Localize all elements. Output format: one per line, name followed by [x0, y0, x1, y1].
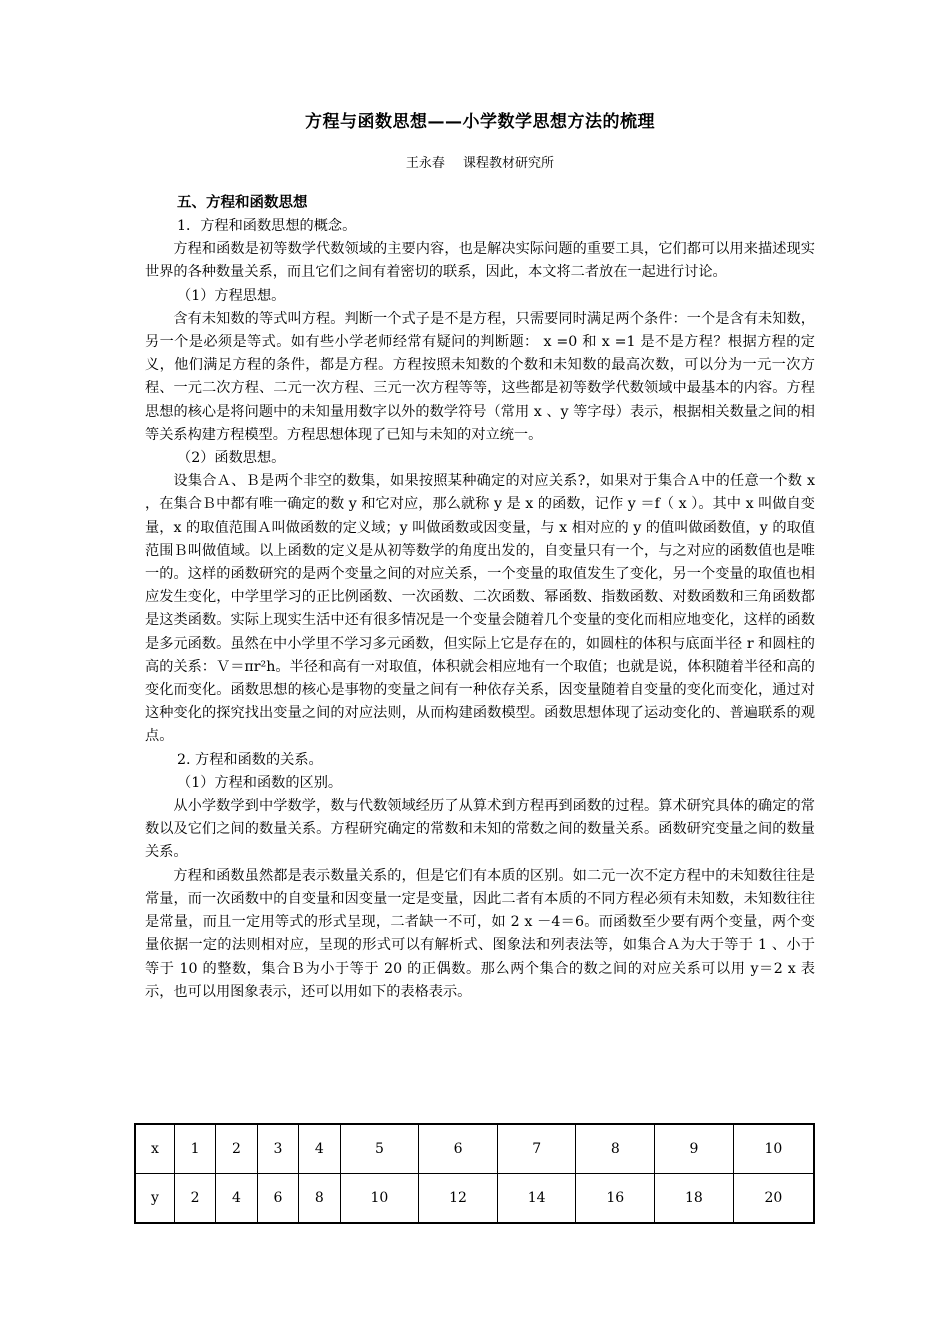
table-cell: 8 [576, 1124, 655, 1174]
table-cell: 10 [340, 1174, 419, 1224]
paragraph-function: 设集合Ａ、Ｂ是两个非空的数集，如果按照某种确定的对应关系?，如果对于集合Ａ中的任意一个数 x ，在集合Ｂ中都有唯一确定的数 y 和它对应，那么就称 y 是 x 的函数，记作 y ＝f（ x ）。其中 x 叫做自变量，x 的取值范围Ａ叫做函数的定义域；y 叫做函数或因变量，与 x 相对应的 y 的值叫做函数值，y 的取值范围Ｂ叫做值域。以上函数的定义是从初等数学的角度出发的，自变量只有一个，与之对应的函数值也是唯一的。这样的函数研究的是两个变量之间的对应关系，一个变量的取值发生了变化，另一个变量的取值也相应发生变化，中学里学习的正比例函数、一次函数、二次函数、幂函数、指数函数、对数函数和三角函数都是这类函数。实际上现实生活中还有很多情况是一个变量会随着几个变量的变化而相应地变化，这样的函数是多元函数。虽然在中小学里不学习多元函数，但实际上它是存在的，如圆柱的体积与底面半径 r 和圆柱的高的关系：Ｖ＝πr²h。半径和高有一对取值，体积就会相应地有一个取值；也就是说，体积随着半径和高的变化而变化。函数思想的核心是事物的变量之间有一种依存关系，因变量随着自变量的变化而变化，通过对这种变化的探究找出变量之间的对应法则，从而构建函数模型。函数思想体现了运动变化的、普遍联系的观点。 [145, 473, 815, 745]
table-header-y: y [135, 1174, 174, 1224]
table-cell: 5 [340, 1124, 419, 1174]
paragraph-intro: 方程和函数是初等数学代数领域的主要内容，也是解决实际问题的重要工具，它们都可以用来描述现实世界的各种数量关系，而且它们之间有着密切的联系，因此，本文将二者放在一起进行讨论。 [145, 241, 815, 281]
subsection-heading-function: （2）函数思想。 [177, 450, 286, 467]
table-row-x [135, 1124, 814, 1174]
author-line: 王永春 课程教材研究所 [405, 156, 555, 171]
xy-table [134, 1123, 815, 1224]
subsection-heading-difference: （1）方程和函数的区别。 [177, 774, 343, 791]
table-cell: 8 [299, 1174, 340, 1224]
table-cell: 12 [419, 1174, 498, 1224]
table-header-x: x [135, 1124, 174, 1174]
document-title: 方程与函数思想——小学数学思想方法的梳理 [305, 112, 655, 132]
table-cell: 4 [299, 1124, 340, 1174]
table-cell: 3 [257, 1124, 298, 1174]
table-cell: 6 [257, 1174, 298, 1224]
paragraph-difference: 方程和函数虽然都是表示数量关系的，但是它们有本质的区别。如二元一次不定方程中的未知数往往是常量，而一次函数中的自变量和因变量一定是变量，因此二者有本质的不同方程必须有未知数，未知数往往是常量，而且一定用等式的形式呈现，二者缺一不可，如 2 x －4＝6。而函数至少要有两个变量，两个变量依据一定的法则相对应，呈现的形式可以有解析式、图象法和列表法等，如集合Ａ为大于等于 1 、小于等于 10 的整数，集合Ｂ为小于等于 20 的正偶数。那么两个集合的数之间的对应关系可以用 y＝2 x 表示，也可以用图象表示，还可以用如下的表格表示。 [145, 867, 815, 1000]
table-cell: 2 [174, 1174, 215, 1224]
subsection-heading-concept: 1．方程和函数思想的概念。 [177, 218, 357, 234]
table-row-y [135, 1174, 814, 1224]
table-cell: 6 [419, 1124, 498, 1174]
document-page [145, 110, 815, 1004]
table-cell: 10 [733, 1124, 814, 1174]
table-cell: 16 [576, 1174, 655, 1224]
subsection-heading-relation: 2. 方程和函数的关系。 [177, 751, 323, 768]
table-cell: 20 [733, 1174, 814, 1224]
section-heading: 五、方程和函数思想 [177, 195, 308, 211]
table-cell: 9 [655, 1124, 734, 1174]
subsection-heading-equation: （1）方程思想。 [177, 287, 286, 304]
table-cell: 14 [497, 1174, 576, 1224]
paragraph-equation: 含有未知数的等式叫方程。判断一个式子是不是方程，只需要同时满足两个条件：一个是含有未知数，另一个是必须是等式。如有些小学老师经常有疑问的判断题： x =0 和 x =1 是不是方程？根据方程的定义，他们满足方程的条件，都是方程。方程按照未知数的个数和未知数的最高次数，可以分为一元一次方程、一元二次方程、二元一次方程、三元一次方程等等，这些都是初等数学代数领域中最基本的内容。方程思想的核心是将问题中的未知量用数字以外的数学符号（常用 x 、y 等字母）表示，根据相关数量之间的相等关系构建方程模型。方程思想体现了已知与未知的对立统一。 [145, 310, 815, 443]
table-cell: 18 [655, 1174, 734, 1224]
table-cell: 7 [497, 1124, 576, 1174]
table-cell: 1 [174, 1124, 215, 1174]
paragraph-progression: 从小学数学到中学数学，数与代数领域经历了从算术到方程再到函数的过程。算术研究具体的确定的常数以及它们之间的数量关系。方程研究确定的常数和未知的常数之间的数量关系。函数研究变量之间的数量关系。 [145, 798, 815, 861]
table-cell: 2 [216, 1124, 257, 1174]
table-cell: 4 [216, 1174, 257, 1224]
